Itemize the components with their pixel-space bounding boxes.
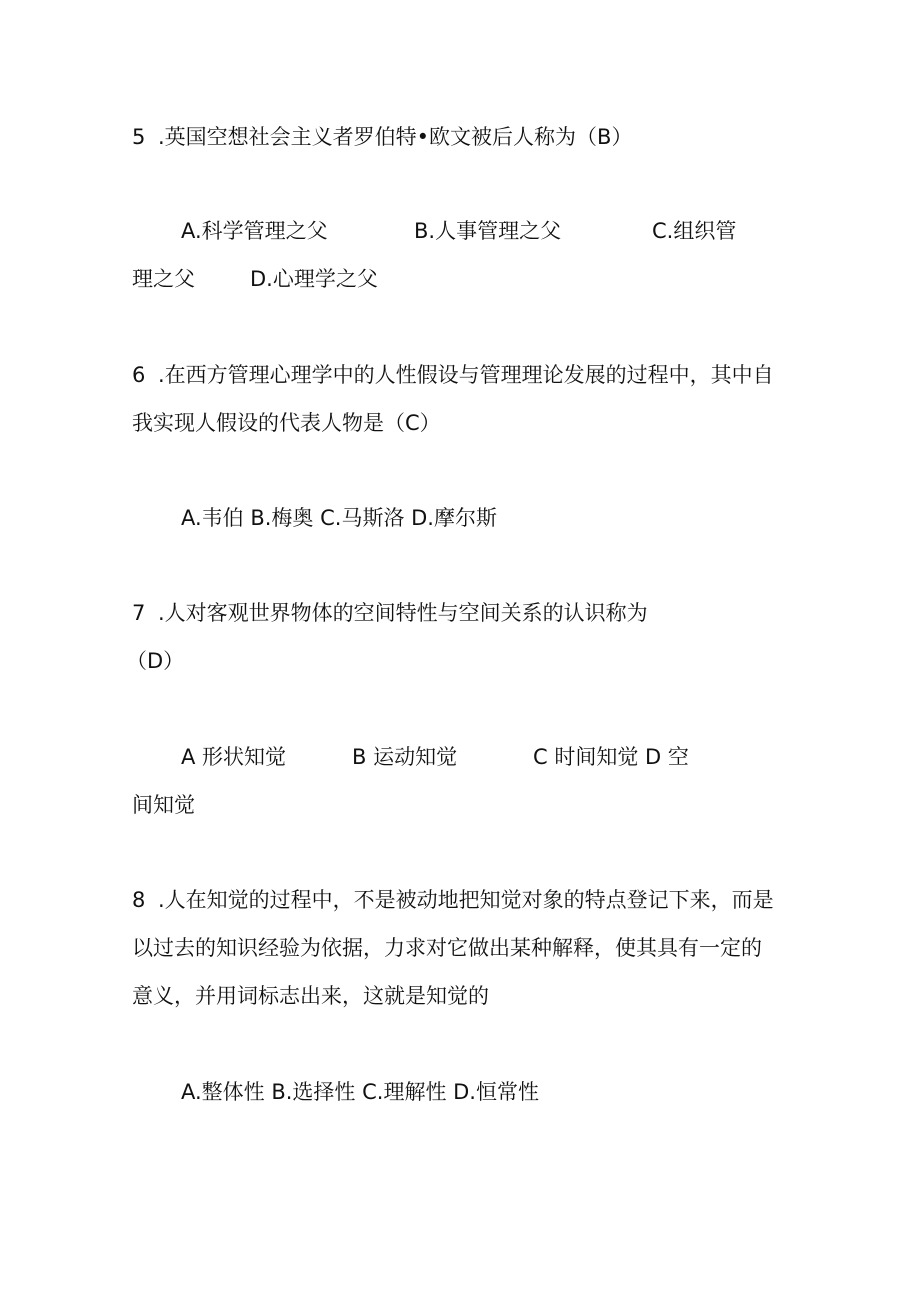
question-7-stem-continued: （D） [126,649,185,673]
question-stem-line: .人对客观世界物体的空间特性与空间关系的认识称为 [158,601,648,625]
question-7-option: B 运动知觉 [352,745,458,769]
question-5-option: D.心理学之父 [250,267,378,291]
question-6-stem-continued: 我实现人假设的代表人物是（C） [132,411,441,435]
question-5-option: C.组织管 [652,219,737,243]
question-8-stem-continued: 以过去的知识经验为依据，力求对它做出某种解释，使其具有一定的 [132,936,762,960]
question-number: 5 [132,125,146,149]
question-5-stem [132,122,632,152]
question-5-option: 理之父 [132,267,195,291]
question-stem-line: .人在知觉的过程中，不是被动地把知觉对象的特点登记下来，而是 [158,888,774,912]
question-stem-line: .英国空想社会主义者罗伯特•欧文被后人称为（B） [158,125,633,149]
question-8-options: A.整体性 B.选择性 C.理解性 D.恒常性 [181,1080,539,1104]
question-7-option: C 时间知觉 D 空 [533,745,689,769]
question-6-stem [132,360,774,390]
question-7-option: 间知觉 [132,793,195,817]
question-5-option: B.人事管理之父 [414,219,562,243]
question-7-option: A 形状知觉 [181,745,287,769]
question-8-stem [132,885,774,915]
question-number: 7 [132,601,146,625]
question-stem-line: .在西方管理心理学中的人性假设与管理理论发展的过程中，其中自 [158,363,774,387]
question-6-options: A.韦伯 B.梅奥 C.马斯洛 D.摩尔斯 [181,506,497,530]
question-number: 8 [132,888,146,912]
question-number: 6 [132,363,146,387]
question-7-stem [132,598,648,628]
question-5-option: A.科学管理之父 [181,219,328,243]
question-8-stem-continued: 意义，并用词标志出来，这就是知觉的 [132,984,489,1008]
